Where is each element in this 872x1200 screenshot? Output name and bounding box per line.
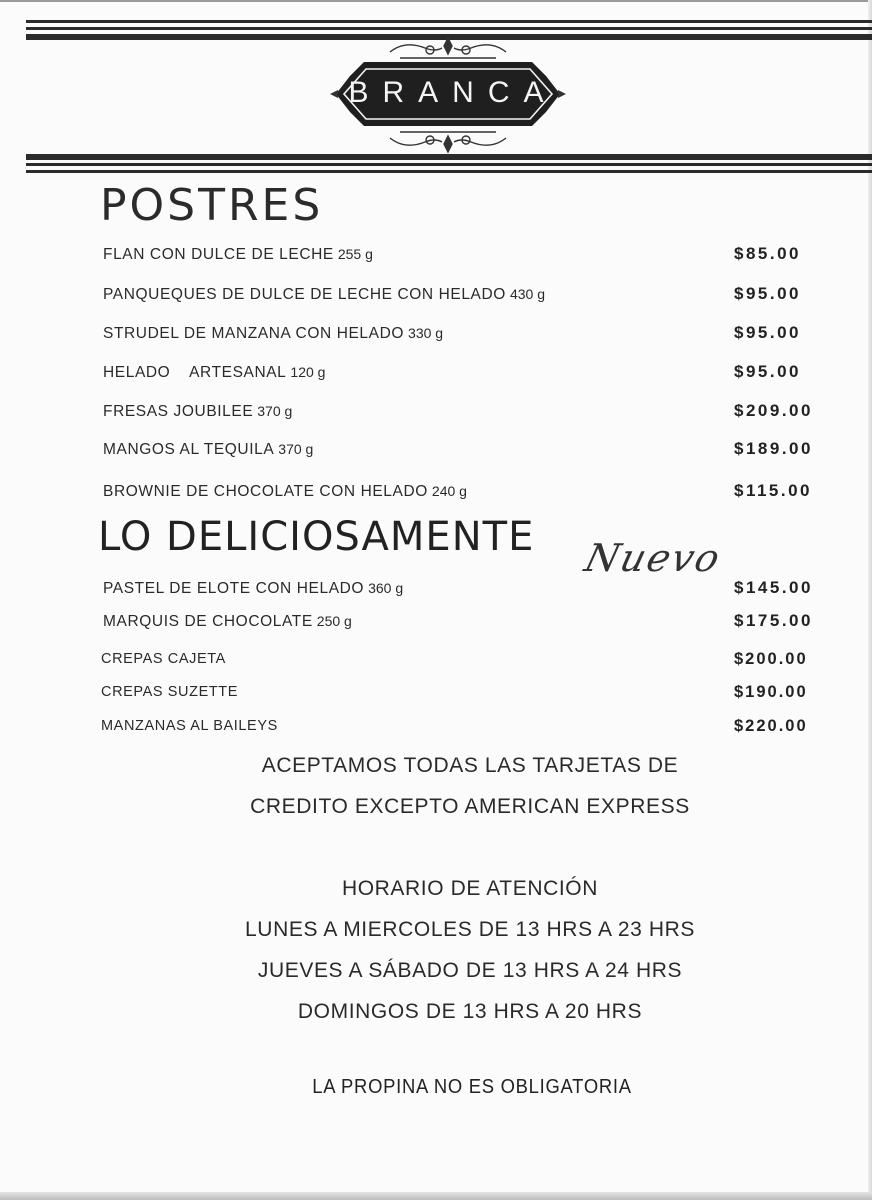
menu-row [0,609,872,633]
menu-item-weight: 120 g [290,364,326,380]
hours-line-2: JUEVES A SÁBADO DE 13 HRS A 24 HRS [257,959,683,982]
menu-item-price: $175.00 [734,611,813,630]
section-heading-script: Nuevo [580,536,727,580]
section-heading-postres: POSTRES [100,180,324,231]
header-rule-4 [26,154,872,160]
tip-notice: LA PROPINA NO ES OBLIGATORIA [312,1076,632,1098]
branca-logo [330,36,566,154]
menu-item-price: $190.00 [734,683,808,701]
scan-edge-top [0,0,872,2]
menu-item-name: CREPAS CAJETA [101,651,226,667]
menu-row [0,242,872,266]
header-rule-6 [26,170,872,173]
menu-item-name: HELADO ARTESANAL 120 g [103,364,326,381]
menu-row [0,479,872,503]
menu-item-weight: 330 g [408,325,444,341]
menu-row [0,714,872,738]
menu-item-name: STRUDEL DE MANZANA CON HELADO 330 g [103,325,444,342]
menu-item-weight: 430 g [509,286,545,302]
menu-item-name: FLAN CON DULCE DE LECHE 255 g [103,246,373,263]
menu-row [0,399,872,423]
menu-item-name: MANZANAS AL BAILEYS [101,718,278,734]
hours-title: HORARIO DE ATENCIÓN [341,877,599,900]
hours-line-1: LUNES A MIERCOLES DE 13 HRS A 23 HRS [245,918,695,941]
menu-item-weight: 370 g [278,441,314,457]
menu-item-weight: 250 g [316,613,352,629]
menu-row [0,437,872,461]
header-rule-2 [26,27,872,30]
menu-row [0,680,872,704]
menu-item-weight: 360 g [368,580,404,596]
menu-item-price: $200.00 [734,650,808,668]
menu-item-price: $115.00 [734,481,813,500]
menu-item-name: PANQUEQUES DE DULCE DE LECHE CON HELADO 430 g [103,286,545,303]
menu-item-price: $145.00 [734,578,813,597]
menu-item-price: $95.00 [734,323,801,342]
menu-item-name: FRESAS JOUBILEE 370 g [103,403,293,420]
brand-name: BRANCA [348,76,558,109]
menu-item-price: $189.00 [734,439,813,458]
menu-item-name: MARQUIS DE CHOCOLATE 250 g [103,613,352,630]
section-heading-nuevo: LO DELICIOSAMENTE [98,514,535,560]
header-rule-5 [26,163,872,166]
menu-item-price: $85.00 [734,244,801,263]
menu-item-price: $95.00 [734,284,801,303]
menu-row [0,360,872,384]
menu-row [0,576,872,600]
menu-item-price: $209.00 [734,401,813,420]
menu-item-name: BROWNIE DE CHOCOLATE CON HELADO 240 g [103,483,467,500]
scan-edge-bottom [0,1192,872,1200]
menu-item-name: MANGOS AL TEQUILA 370 g [103,441,314,458]
menu-item-name: PASTEL DE ELOTE CON HELADO 360 g [103,580,404,597]
menu-row [0,647,872,671]
header-rule-1 [26,20,872,23]
hours-line-3: DOMINGOS DE 13 HRS A 20 HRS [297,1000,643,1023]
payment-notice-line-1: ACEPTAMOS TODAS LAS TARJETAS DE [261,754,679,777]
menu-item-weight: 370 g [257,403,293,419]
menu-item-name: CREPAS SUZETTE [101,684,239,700]
menu-row [0,282,872,306]
menu-item-price: $220.00 [734,717,808,735]
payment-notice-line-2: CREDITO EXCEPTO AMERICAN EXPRESS [250,795,690,818]
menu-item-weight: 240 g [431,483,467,499]
menu-item-price: $95.00 [734,362,801,381]
menu-item-weight: 255 g [337,246,373,262]
menu-row [0,321,872,345]
